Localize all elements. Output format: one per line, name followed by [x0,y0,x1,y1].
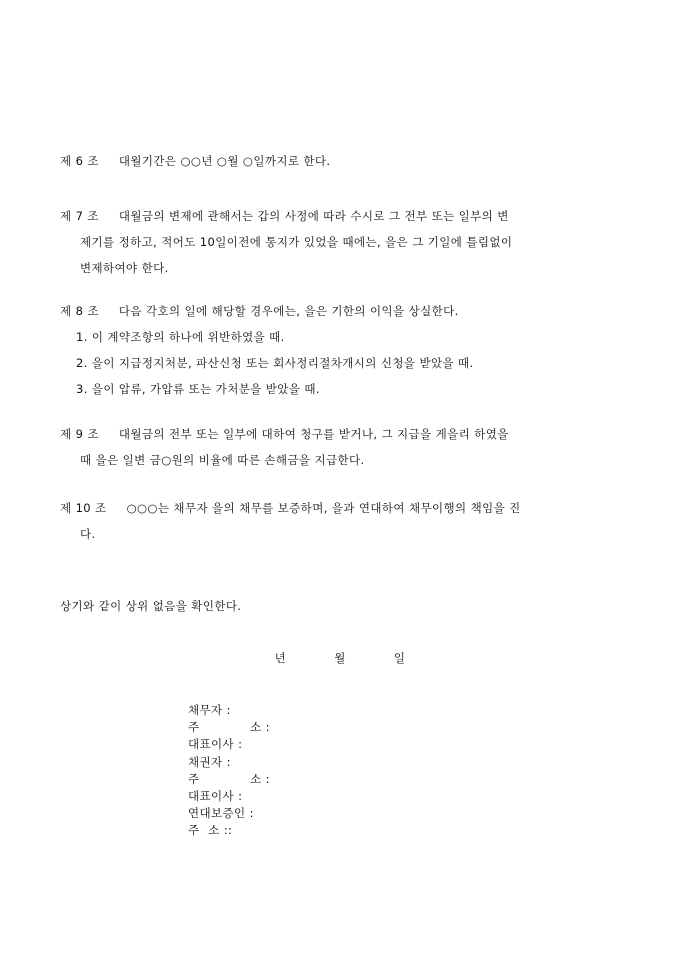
article-7-text-line-3: 변제하여야 한다. [80,261,169,275]
guarantor-address: 주 소 :: [188,823,233,838]
creditor-address: 주 소 : [188,771,270,786]
article-9-text-line-2: 때 을은 일변 금○원의 비율에 따른 손해금을 지급한다. [80,453,365,467]
article-6-text: 대월기간은 ○○년 ○월 ○일까지로 한다. [118,154,331,168]
article-10-heading: 제 10 조 [60,501,107,515]
article-9-text-line-1: 대월금의 전부 또는 일부에 대하여 청구를 받거나, 그 지급을 게을리 하였을 [118,427,509,441]
article-8-heading: 제 8 조 [60,304,99,318]
article-7-text-line-1: 대월금의 변제에 관해서는 갑의 사정에 따라 수시로 그 전부 또는 일부의 변 [118,209,509,223]
article-7-heading: 제 7 조 [60,209,99,223]
article-8-item-3: 3. 을이 압류, 가압류 또는 가처분을 받았을 때. [76,382,320,396]
debtor-label: 채무자 : [188,703,231,717]
confirmation-statement: 상기와 같이 상위 없음을 확인한다. [60,599,242,613]
article-10-text-line-1: ○○○는 채무자 을의 채무를 보증하며, 을과 연대하여 채무이행의 책임을 진 [126,501,521,515]
debtor-address: 주 소 : [188,720,270,735]
article-10-text-line-2: 다. [80,527,96,541]
article-9 [60,421,630,473]
debtor-representative: 대표이사 : [188,737,243,752]
article-6-heading: 제 6 조 [60,154,99,168]
article-8-text: 다음 각호의 일에 해당할 경우에는, 을은 기한의 이익을 상실한다. [118,304,459,318]
creditor-label: 채권자 : [188,754,231,769]
date-line [0,648,680,668]
article-8-item-1: 1. 이 계약조항의 하나에 위반하였을 때. [76,330,285,344]
article-7 [60,203,630,281]
article-9-heading: 제 9 조 [60,427,99,441]
article-7-text-line-2: 제기를 정하고, 적어도 10일이전에 통지가 있었을 때에는, 을은 그 기일에 틀림없이 [80,235,513,249]
date-month: 월 [334,651,346,665]
date-year: 년 [274,651,287,665]
article-8-item-2: 2. 을이 지급정지처분, 파산신청 또는 회사정리절차개시의 신청을 받았을 때. [76,356,474,370]
guarantor-label: 연대보증인 : [188,806,254,821]
creditor-representative: 대표이사 : [188,789,243,804]
article-8 [60,298,630,402]
article-6 [60,148,630,174]
article-10 [60,495,630,547]
date-day: 일 [393,651,406,665]
signatory-block [188,702,270,840]
